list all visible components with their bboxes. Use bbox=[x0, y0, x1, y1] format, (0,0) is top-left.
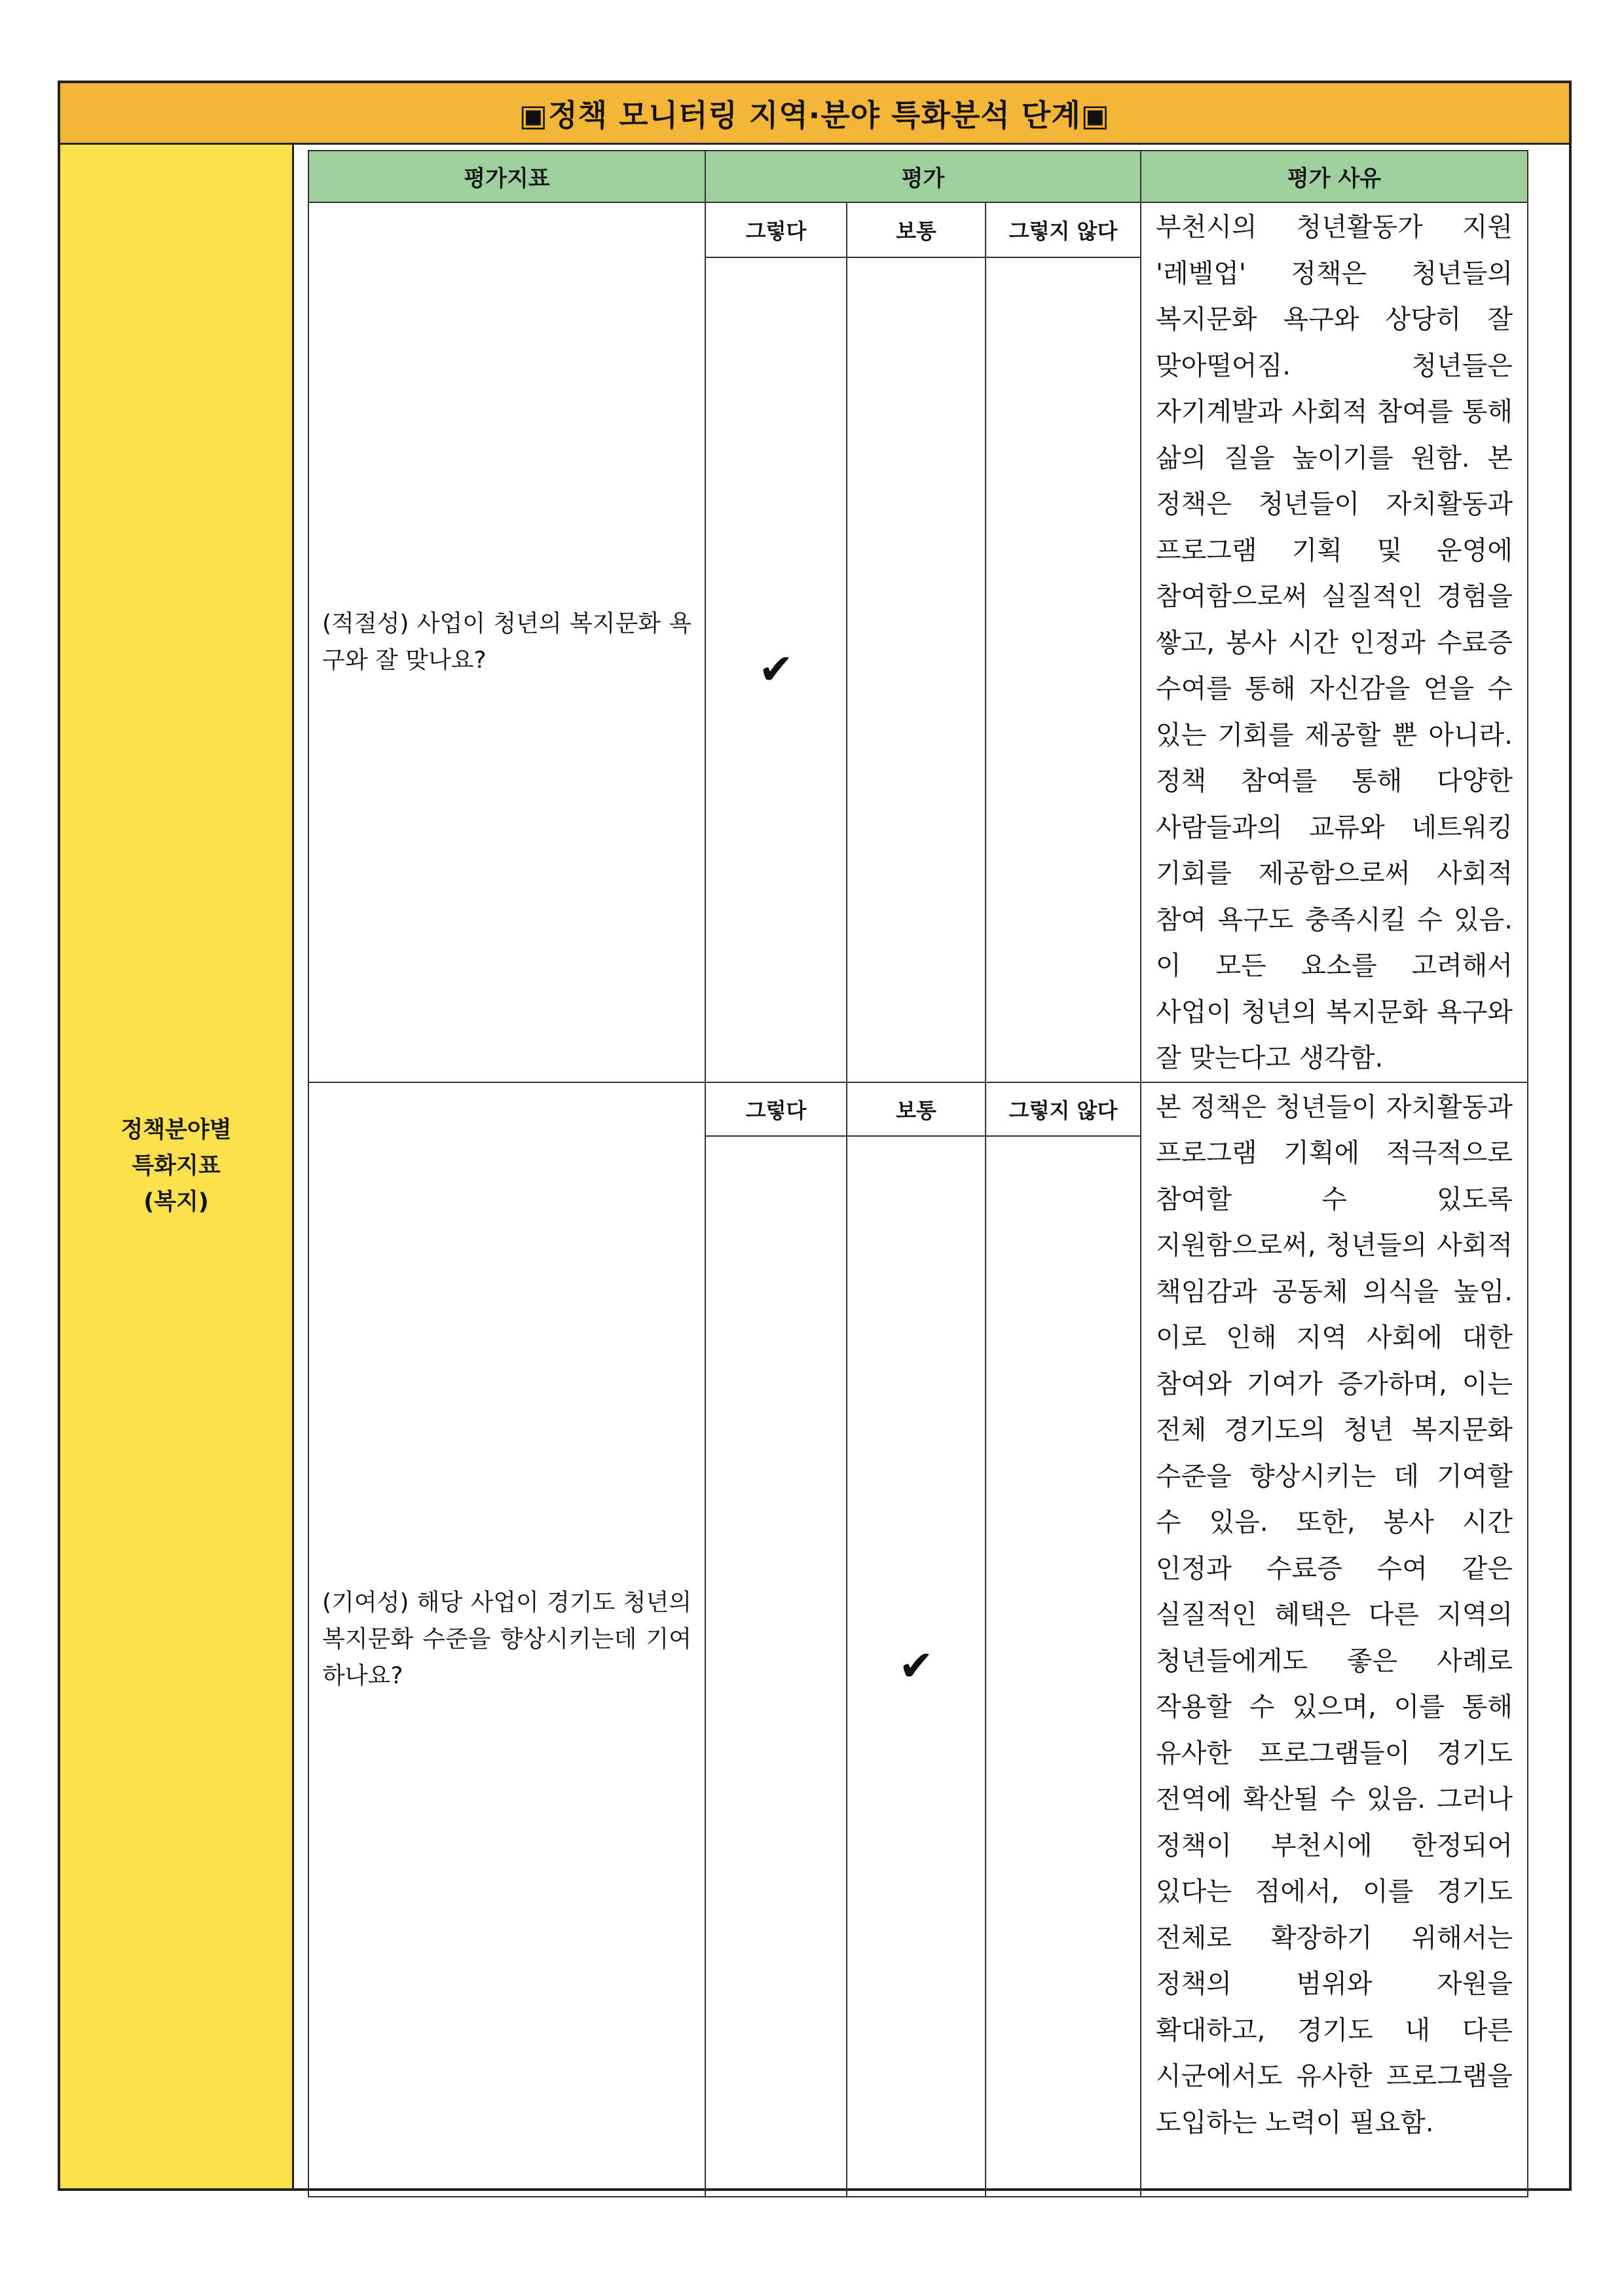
table-header-row bbox=[308, 151, 1528, 202]
evaluation-reason: 본 정책은 청년들이 자치활동과 프로그램 기획에 적극적으로 참여할 수 있도록 지원함으로써, 청년들의 사회적 책임감과 공동체 의식을 높임. 이로 인해 지역 사회에 대한 참여와 기여가 증가하며, 이는 전체 경기도의 청년 복지문화 수준을 향상시키는 데 기여할 수 있음. 또한, 봉사 시간 인정과 수료증 수여 같은 실질적인 혜택은 다른 지역의 청년들에게도 좋은 사례로 작용할 수 있으며, 이를 통해 유사한 프로그램들이 경기도 전역에 확산될 수 있음. 그러나 정책이 부천시에 한정되어 있다는 점에서, 이를 경기도 전체로 확장하기 위해서는 정책의 범위와 자원을 확대하고, 경기도 내 다른 시군에서도 유사한 프로그램을 도입하는 노력이 필요함. bbox=[1141, 1082, 1528, 2197]
evaluation-reason: 부천시의 청년활동가 지원 '레벨업' 정책은 청년들의 복지문화 욕구와 상당히 잘 맞아떨어짐. 청년들은 자기계발과 사회적 참여를 통해 삶의 질을 높이기를 원함. 본 정책은 청년들이 자치활동과 프로그램 기획 및 운영에 참여함으로써 실질적인 경험을 쌓고, 봉사 시간 인정과 수료증 수여를 통해 자신감을 얻을 수 있는 기회를 제공할 뿐 아니라. 정책 참여를 통해 다양한 사람들과의 교류와 네트워킹 기회를 제공함으로써 사회적 참여 욕구도 충족시킬 수 있음. 이 모든 요소를 고려해서 사업이 청년의 복지문화 욕구와 잘 맞는다고 생각함. bbox=[1141, 202, 1528, 1082]
option-neutral-label: 보통 bbox=[847, 202, 986, 257]
category-label bbox=[120, 1112, 231, 1221]
category-line: (복지) bbox=[143, 1189, 209, 1215]
option-yes-cell bbox=[705, 1136, 847, 2197]
table-row bbox=[308, 202, 1528, 257]
header-reason: 평가 사유 bbox=[1141, 151, 1528, 202]
header-evaluation: 평가 bbox=[705, 151, 1141, 202]
option-yes-label: 그렇다 bbox=[705, 202, 847, 257]
check-mark-icon: ✔ bbox=[847, 1136, 986, 2197]
category-line: 정책분야별 bbox=[120, 1117, 232, 1143]
option-no-label: 그렇지 않다 bbox=[986, 202, 1141, 257]
option-no-cell bbox=[986, 1136, 1141, 2197]
option-yes-label: 그렇다 bbox=[705, 1082, 847, 1136]
category-column bbox=[60, 145, 294, 2188]
header-indicator: 평가지표 bbox=[308, 151, 705, 202]
option-neutral-label: 보통 bbox=[847, 1082, 986, 1136]
table-row bbox=[308, 1082, 1528, 1136]
evaluation-table bbox=[308, 150, 1528, 2197]
option-neutral-cell bbox=[847, 257, 986, 1082]
indicator-question: (기여성) 해당 사업이 경기도 청년의 복지문화 수준을 향상시키는데 기여하나요? bbox=[308, 1082, 705, 2197]
check-mark-icon: ✔ bbox=[705, 257, 847, 1082]
indicator-question: (적절성) 사업이 청년의 복지문화 욕구와 잘 맞나요? bbox=[308, 202, 705, 1082]
category-line: 특화지표 bbox=[132, 1153, 221, 1179]
page-title: ▣정책 모니터링 지역·분야 특화분석 단계▣ bbox=[60, 83, 1569, 145]
option-no-cell bbox=[986, 257, 1141, 1082]
option-no-label: 그렇지 않다 bbox=[986, 1082, 1141, 1136]
